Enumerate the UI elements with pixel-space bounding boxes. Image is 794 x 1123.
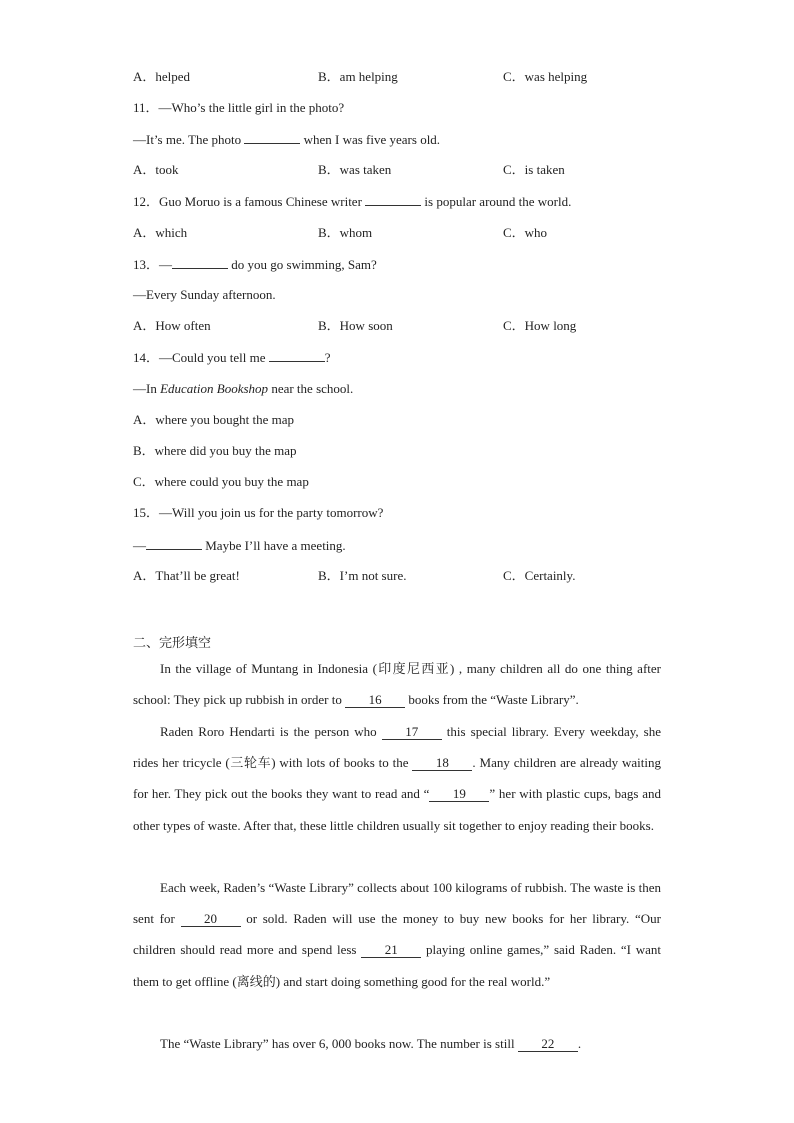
- q10-option-c: C．was helping: [503, 69, 588, 84]
- q13-stem-post: do you go swimming, Sam?: [231, 257, 377, 272]
- cloze-blank-16: 16: [345, 693, 405, 708]
- q13-option-a: A．How often: [133, 318, 211, 333]
- cloze-paragraph-2: [133, 716, 661, 841]
- q15-line2: [133, 537, 346, 554]
- cloze-blank-22: 22: [518, 1037, 578, 1052]
- q15-line2-post: Maybe I’ll have a meeting.: [202, 538, 346, 553]
- q11-line2-post: when I was five years old.: [303, 132, 441, 147]
- q13-option-c: C．How long: [503, 318, 577, 333]
- p3-text-c: playing online games,” said Raden. “I want them to get offline (离线的) and start doing something good for the real world.”: [133, 942, 661, 989]
- q12-blank: [365, 193, 421, 206]
- q14-stem: [133, 349, 331, 366]
- p4-text-b: .: [577, 1036, 582, 1051]
- p2-text-d: ” her with plastic cups, bags and other types of waste. After that, these little children usually sit together to enjoy reading their books.: [133, 786, 662, 833]
- q11-option-c: C．is taken: [503, 162, 565, 177]
- q12-stem-post: is popular around the world.: [424, 194, 572, 209]
- q14-option-c: C．where could you buy the map: [133, 474, 309, 489]
- q13-line2: —Every Sunday afternoon.: [133, 287, 276, 302]
- q14-option-b: B．where did you buy the map: [133, 443, 297, 458]
- cloze-blank-21: 21: [361, 943, 421, 958]
- p1-text-b: books from the “Waste Library”.: [405, 692, 579, 708]
- section-heading-cloze: 二、完形填空: [133, 636, 212, 651]
- q14-line2-post: near the school.: [268, 381, 354, 396]
- q13-stem: [133, 256, 377, 273]
- q11-blank: [244, 131, 300, 144]
- p3-text-b: or sold. Raden will use the money to buy new books for her library. “Our children should read more and spend less: [133, 911, 661, 958]
- q11-line2: [133, 131, 440, 148]
- cloze-paragraph-1: [133, 653, 661, 715]
- q15-stem: 15．—Will you join us for the party tomorrow?: [133, 505, 384, 520]
- q15-option-c: C．Certainly.: [503, 568, 576, 583]
- cloze-blank-17: 17: [382, 725, 442, 740]
- q12-option-b: B．whom: [318, 225, 373, 240]
- q10-option-a: A．helped: [133, 69, 191, 84]
- q14-option-a: A．where you bought the map: [133, 412, 295, 427]
- q13-stem-pre: 13．—: [133, 257, 173, 272]
- q12-option-c: C．who: [503, 225, 548, 240]
- cloze-blank-20: 20: [181, 912, 241, 927]
- q15-blank: [146, 537, 202, 550]
- p4-text-a: The “Waste Library” has over 6, 000 books now. The number is still: [160, 1036, 518, 1051]
- q13-blank: [172, 256, 228, 269]
- q11-option-a: A．took: [133, 162, 179, 177]
- q15-option-a: A．That’ll be great!: [133, 568, 240, 583]
- p2-text-b: this special library. Every weekday, she rides her tricycle (三轮车) with lots of books to the: [133, 724, 662, 771]
- q14-line2: [133, 381, 353, 397]
- q11-stem: 11．—Who’s the little girl in the photo?: [133, 100, 345, 115]
- cloze-blank-19: 19: [429, 787, 489, 802]
- q14-bookshop-name: Education Bookshop: [160, 381, 269, 396]
- cloze-paragraph-3: [133, 872, 661, 997]
- q10-option-b: B．am helping: [318, 69, 398, 84]
- p2-text-c: . Many children are already waiting for her. They pick out the books they want to read and “: [133, 755, 661, 802]
- q14-line2-pre: —In: [133, 381, 161, 396]
- q14-stem-pre: 14．—Could you tell me: [133, 350, 266, 365]
- q14-stem-post: ?: [324, 350, 331, 365]
- q12-stem: [133, 193, 571, 210]
- p3-text-a: Each week, Raden’s “Waste Library” collects about 100 kilograms of rubbish. The waste is then sent for: [133, 880, 661, 927]
- cloze-blank-18: 18: [412, 756, 472, 771]
- q13-option-b: B．How soon: [318, 318, 393, 333]
- q11-option-b: B．was taken: [318, 162, 392, 177]
- cloze-paragraph-4: [133, 1028, 661, 1059]
- p1-text-a: In the village of Muntang in Indonesia (印度尼西亚) , many children all do one thing after school: They pick up rubbish in order to: [133, 661, 661, 708]
- q15-option-b: B．I’m not sure.: [318, 568, 407, 583]
- q11-line2-pre: —It’s me. The photo: [133, 132, 242, 147]
- q12-stem-pre: 12．Guo Moruo is a famous Chinese writer: [133, 194, 362, 209]
- p2-text-a: Raden Roro Hendarti is the person who: [160, 724, 382, 739]
- q15-line2-pre: —: [133, 538, 146, 553]
- q12-option-a: A．which: [133, 225, 188, 240]
- q14-blank: [269, 349, 325, 362]
